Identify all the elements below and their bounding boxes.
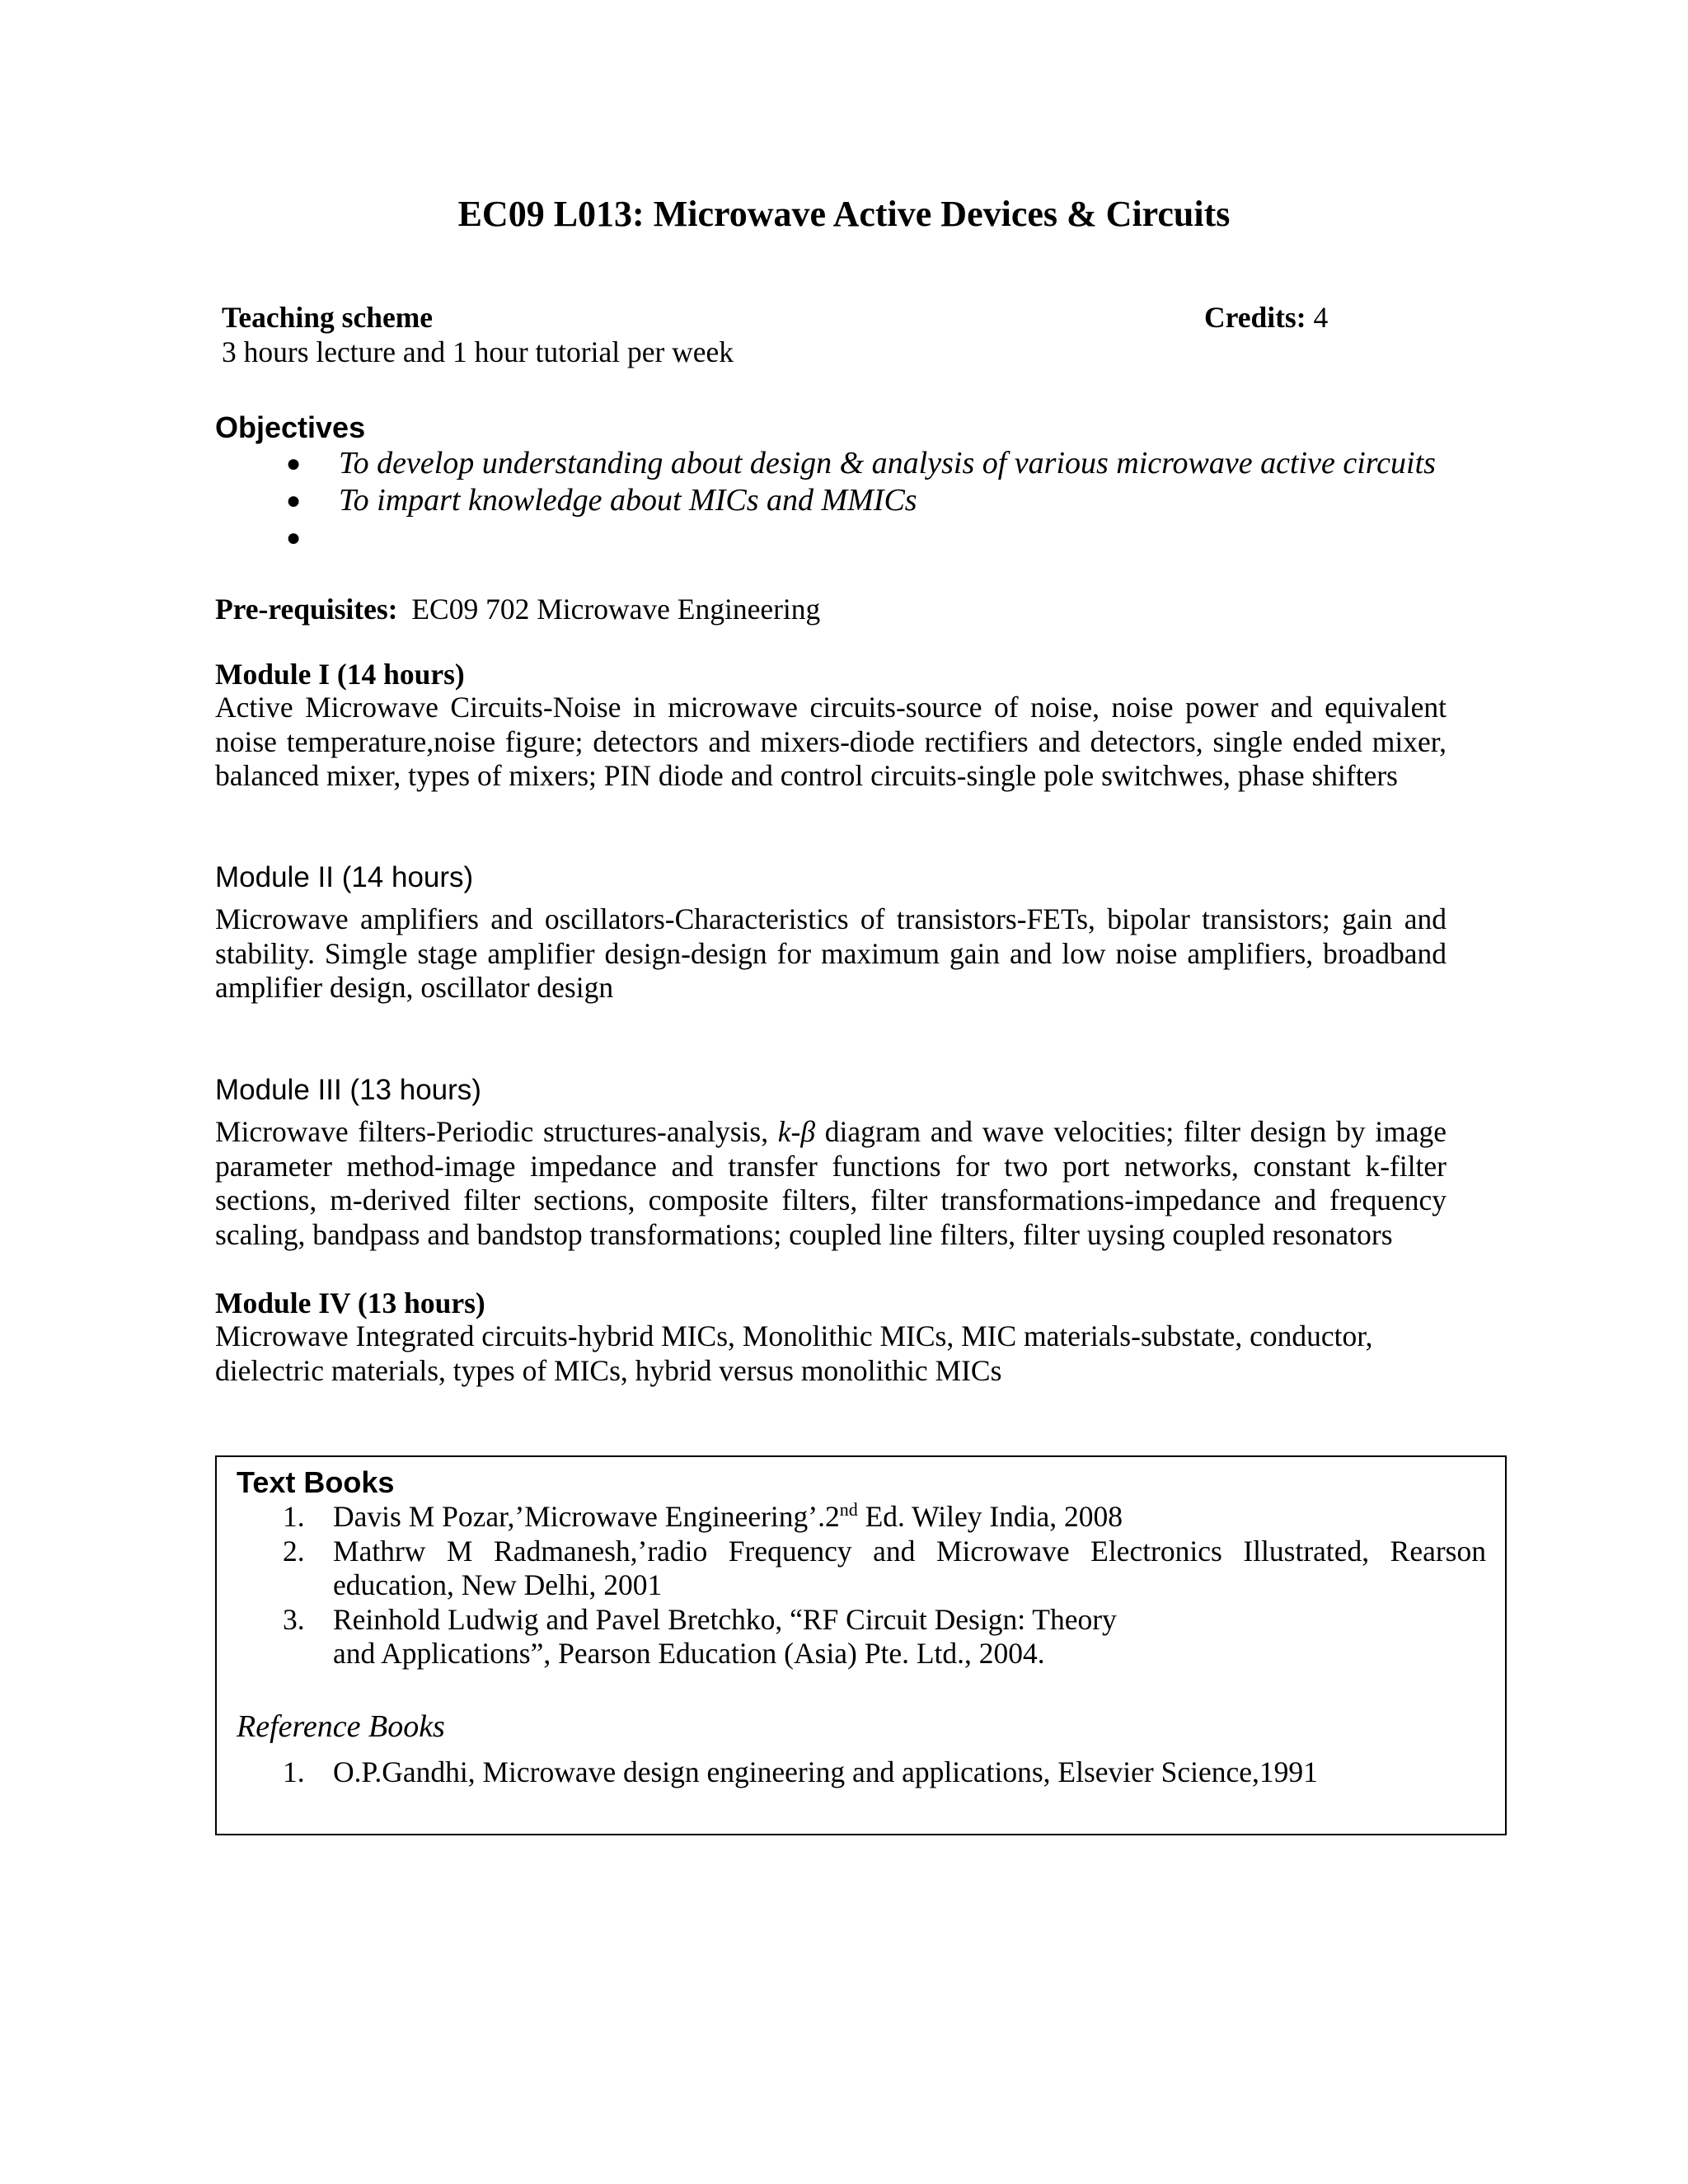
teaching-scheme-label: Teaching scheme <box>222 301 434 334</box>
credits-value: 4 <box>1313 301 1329 334</box>
credits-label: Credits: <box>1204 301 1306 334</box>
prerequisites-value: EC09 702 Microwave Engineering <box>411 593 821 626</box>
book-text: Reinhold Ludwig and Pavel Bretchko, “RF Circuit Design: Theory <box>333 1602 1117 1636</box>
book-text: Mathrw M Radmanesh,’radio Frequency and Microwave Electronics Illustrated, Rearson education, New Delhi, 2001 <box>333 1534 1486 1601</box>
item-number: 2. <box>283 1534 305 1568</box>
item-number: 1. <box>283 1755 305 1788</box>
book-text: and Applications”, Pearson Education (Asia) Pte. Ltd., 2004. <box>333 1637 1045 1670</box>
book-text: O.P.Gandhi, Microwave design engineering and applications, Elsevier Science,1991 <box>333 1755 1318 1788</box>
prerequisites-label: Pre-requisites: <box>215 593 398 626</box>
module-4-heading: Module IV (13 hours) <box>215 1286 485 1319</box>
reference-book-item <box>237 1755 1486 1790</box>
teaching-scheme-detail: 3 hours lecture and 1 hour tutorial per week <box>222 335 734 368</box>
item-number: 3. <box>283 1602 305 1636</box>
module-3-body-start: Microwave filters-Periodic structures-analysis, <box>215 1115 778 1148</box>
objectives-list <box>215 445 1447 551</box>
module-1-heading: Module I (14 hours) <box>215 658 465 691</box>
module-2-heading: Module II (14 hours) <box>215 861 474 893</box>
credits <box>1204 300 1328 335</box>
module-2-body: Microwave amplifiers and oscillators-Characteristics of transistors-FETs, bipolar transistors; gain and stability. Simgle stage amplifier design-design for maximum gain and low noise amplifiers, broadband amplifier design, oscillator design <box>215 902 1447 1004</box>
item-number: 1. <box>283 1500 305 1533</box>
prerequisites <box>215 592 820 626</box>
text-book-item <box>237 1500 1486 1535</box>
k-beta-symbol: k-β <box>777 1115 816 1148</box>
module-4-body: Microwave Integrated circuits-hybrid MICs, Monolithic MICs, MIC materials-substate, conductor, dielectric materials, types of MICs, hybrid versus monolithic MICs <box>215 1319 1373 1387</box>
bullet-icon: ● <box>286 450 302 477</box>
book-text: Ed. Wiley India, 2008 <box>857 1500 1123 1533</box>
page-title: EC09 L013: Microwave Active Devices & Circuits <box>457 194 1231 234</box>
text-books-list <box>237 1500 1486 1671</box>
reference-books-list <box>237 1755 1486 1790</box>
superscript: nd <box>839 1499 858 1521</box>
objective-item <box>215 519 1447 551</box>
module-1-body: Active Microwave Circuits-Noise in microwave circuits-source of noise, noise power and equivalent noise temperature,noise figure; detectors and mixers-diode rectifiers and detectors, single ended mixer, balanced mixer, types of mixers; PIN diode and control circuits-single pole switchwes, phase shifters <box>215 691 1447 792</box>
objective-item <box>215 482 1447 519</box>
objectives-heading: Objectives <box>215 410 366 444</box>
objective-text: To impart knowledge about MICs and MMICs <box>339 483 917 518</box>
reference-books-heading: Reference Books <box>237 1709 445 1744</box>
objective-item <box>215 445 1447 482</box>
module-3-body <box>215 1115 1447 1252</box>
module-3-heading: Module III (13 hours) <box>215 1074 481 1106</box>
text-books-heading: Text Books <box>237 1465 395 1499</box>
bullet-icon: ● <box>286 524 302 551</box>
book-text: Davis M Pozar,’Microwave Engineering’.2 <box>333 1500 840 1533</box>
text-book-item <box>237 1603 1486 1671</box>
module-3-body-end: diagram and wave velocities; filter design by image parameter method-image impedance and transfer functions for two port networks, constant k-filter sections, m-derived filter sections, composite filters, filter transformations-impedance and frequency scaling, bandpass and bandstop transformations; coupled line filters, filter uysing coupled resonators <box>215 1115 1447 1251</box>
text-book-item <box>237 1535 1486 1603</box>
objective-text: To develop understanding about design & analysis of various microwave active circuits <box>339 446 1436 480</box>
bullet-icon: ● <box>286 487 302 514</box>
